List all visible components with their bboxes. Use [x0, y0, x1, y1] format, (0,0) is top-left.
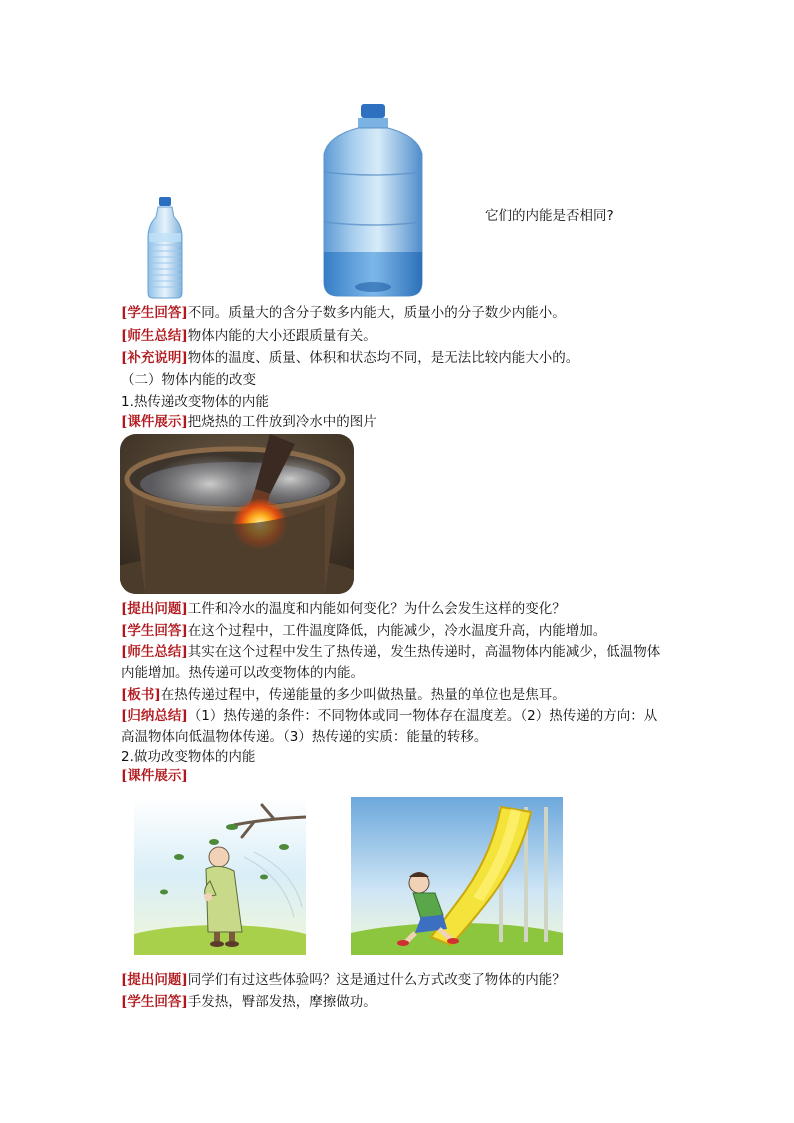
tag-induction: [归纳总结] [121, 708, 188, 724]
tag-courseware: [课件展示] [121, 414, 188, 430]
tag-student-answer: [学生回答] [121, 994, 188, 1010]
subsection-work: 2.做功改变物体的内能 [121, 749, 256, 765]
ask-question-2 [121, 969, 681, 991]
subsection-heat-transfer: 1.热传递改变物体的内能 [121, 394, 269, 410]
tag-teacher-summary: [师生总结] [121, 328, 188, 344]
courseware-display-1 [121, 411, 681, 433]
courseware-display-2 [121, 765, 681, 787]
hot-workpiece-in-water-photo [120, 434, 354, 594]
board-note [121, 684, 681, 706]
tag-courseware: [课件展示] [121, 768, 188, 784]
tag-ask: [提出问题] [121, 972, 188, 988]
answer-text: 在这个过程中，工件温度降低，内能减少，冷水温度升高，内能增加。 [187, 623, 607, 639]
large-water-jug-image [318, 102, 428, 300]
tag-board: [板书] [121, 687, 161, 703]
answer-text: 不同。质量大的含分子数多内能大，质量小的分子数少内能小。 [187, 305, 566, 321]
ask-question-1 [121, 598, 681, 620]
boy-on-slide-cartoon [351, 797, 563, 955]
tag-ask: [提出问题] [121, 601, 188, 617]
tag-student-answer: [学生回答] [121, 623, 188, 639]
tag-teacher-summary: [师生总结] [121, 644, 188, 660]
section-heading-2: （二）物体内能的改变 [121, 372, 256, 388]
induction-summary [121, 705, 681, 727]
tag-supplement: [补充说明] [121, 350, 188, 366]
tag-student-answer: [学生回答] [121, 305, 188, 321]
student-answer-1 [121, 302, 681, 324]
rubbing-hands-cartoon [134, 797, 306, 955]
student-answer-3 [121, 991, 681, 1013]
induction-text: （1）热传递的条件：不同物体或同一物体存在温度差。（2）热传递的方向：从 [187, 708, 658, 724]
comparison-question: 它们的内能是否相同? [485, 208, 614, 224]
question-text: 同学们有过这些体验吗？这是通过什么方式改变了物体的内能？ [187, 972, 566, 988]
board-text: 在热传递过程中，传递能量的多少叫做热量。热量的单位也是焦耳。 [160, 687, 566, 703]
teacher-summary-2 [121, 641, 681, 663]
summary-text: 其实在这个过程中发生了热传递，发生热传递时，高温物体内能减少，低温物体 [187, 644, 661, 660]
teacher-summary-2-cont: 内能增加。热传递可以改变物体的内能。 [121, 665, 364, 681]
supplement-note [121, 347, 681, 369]
induction-summary-cont: 高温物体向低温物体传递。（3）热传递的实质：能量的转移。 [121, 729, 488, 745]
summary-text: 物体内能的大小还跟质量有关。 [187, 328, 377, 344]
small-water-bottle-image [140, 195, 190, 300]
answer-text: 手发热，臀部发热，摩擦做功。 [187, 994, 377, 1010]
supplement-text: 物体的温度、质量、体积和状态均不同，是无法比较内能大小的。 [187, 350, 580, 366]
student-answer-2 [121, 620, 681, 642]
courseware-text: 把烧热的工件放到冷水中的图片 [187, 414, 377, 430]
question-text: 工件和冷水的温度和内能如何变化？为什么会发生这样的变化？ [187, 601, 566, 617]
teacher-summary-1 [121, 325, 681, 347]
